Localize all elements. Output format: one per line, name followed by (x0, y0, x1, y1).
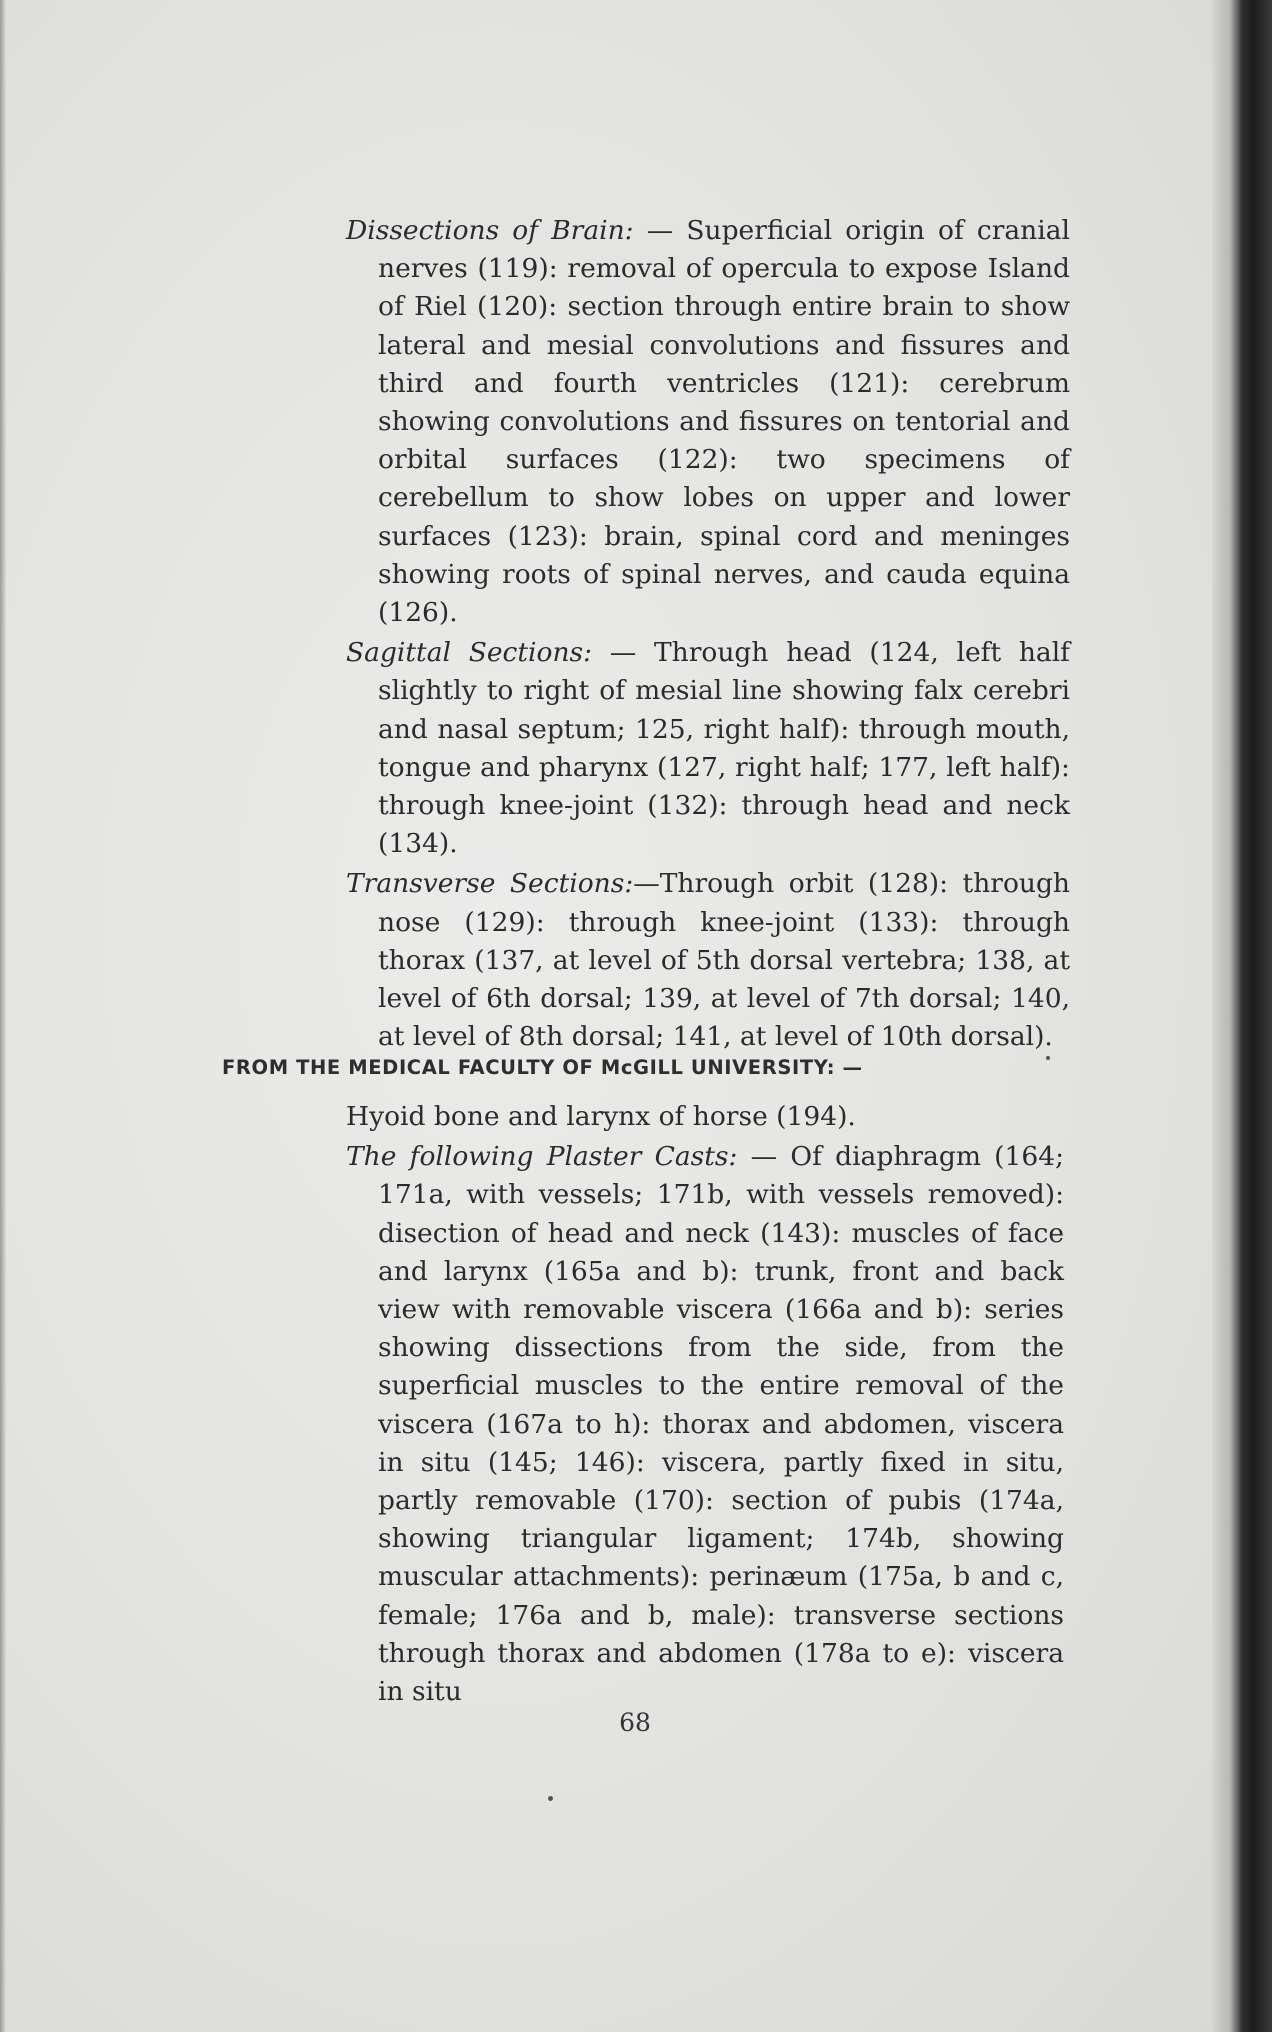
entry-lead: Dissections of Brain: (346, 215, 634, 246)
dust-speck (548, 1796, 553, 1801)
entry-hyoid-bone (346, 1098, 1064, 1136)
page-number: 68 (619, 1708, 651, 1737)
entry-lead: Transverse Sections: (346, 868, 634, 900)
book-spine-edge (1212, 0, 1272, 2032)
specimen-list-top (346, 212, 1070, 1058)
entry-text: — Through head (124, left half slightly to right of mesial line showing falx cerebri and nasal septum; 125, right half): through mouth, tongue and pharynx (127, right half; 177, left half): through knee-joint (132): through head and neck (134). (378, 637, 1070, 860)
section-heading: FROM THE MEDICAL FACULTY OF McGILL UNIVERSITY: — (222, 1056, 863, 1079)
entry-text: — Of diaphragm (164; 171a, with vessels; 171b, with vessels removed): disection of head and neck (143): muscles of face and larynx (165a and b): trunk, front and back view with removable viscera (166a and b): series showing dissections from the side, from the superficial muscles to the entire removal of the viscera (167a to h): thorax and abdomen, viscera in situ (145; 146): viscera, partly fixed in situ, partly removable (170): section of pubis (174a, showing triangular ligament; 174b, showing muscular attachments): perinæum (175a, b and c, female; 176a and b, male): transverse sections through thorax and abdomen (178a to e): viscera in situ (378, 1141, 1065, 1708)
specimen-list-bottom (346, 1098, 1064, 1713)
entry-text: Hyoid bone and larynx of horse (194). (346, 1101, 856, 1132)
entry-lead: The following Plaster Casts: (346, 1141, 738, 1173)
entry-transverse-sections (346, 865, 1070, 1056)
entry-lead: Sagittal Sections: (346, 637, 593, 669)
entry-sagittal-sections (346, 634, 1070, 863)
entry-text: —Through orbit (128): through nose (129): through knee-joint (133): through thorax (137, at level of 5th dorsal vertebra; 138, at level of 6th dorsal; 139, at level of 7th dorsal; 140, at level of 8th dorsal; 141, at level of 10th dorsal). (378, 868, 1070, 1053)
entry-text: — Superficial origin of cranial nerves (119): removal of opercula to expose Island of Riel (120): section through entire brain to show lateral and mesial convolutions and fissures and third and fourth ventricles (121): cerebrum showing convolutions and fissures on tentorial and orbital surfaces (122): two specimens of cerebellum to show lobes on upper and lower surfaces (123): brain, spinal cord and meninges showing roots of spinal nerves, and cauda equina (126). (378, 215, 1070, 629)
entry-plaster-casts (346, 1138, 1064, 1711)
dust-speck (1046, 1056, 1050, 1060)
entry-dissections-of-brain (346, 212, 1070, 632)
